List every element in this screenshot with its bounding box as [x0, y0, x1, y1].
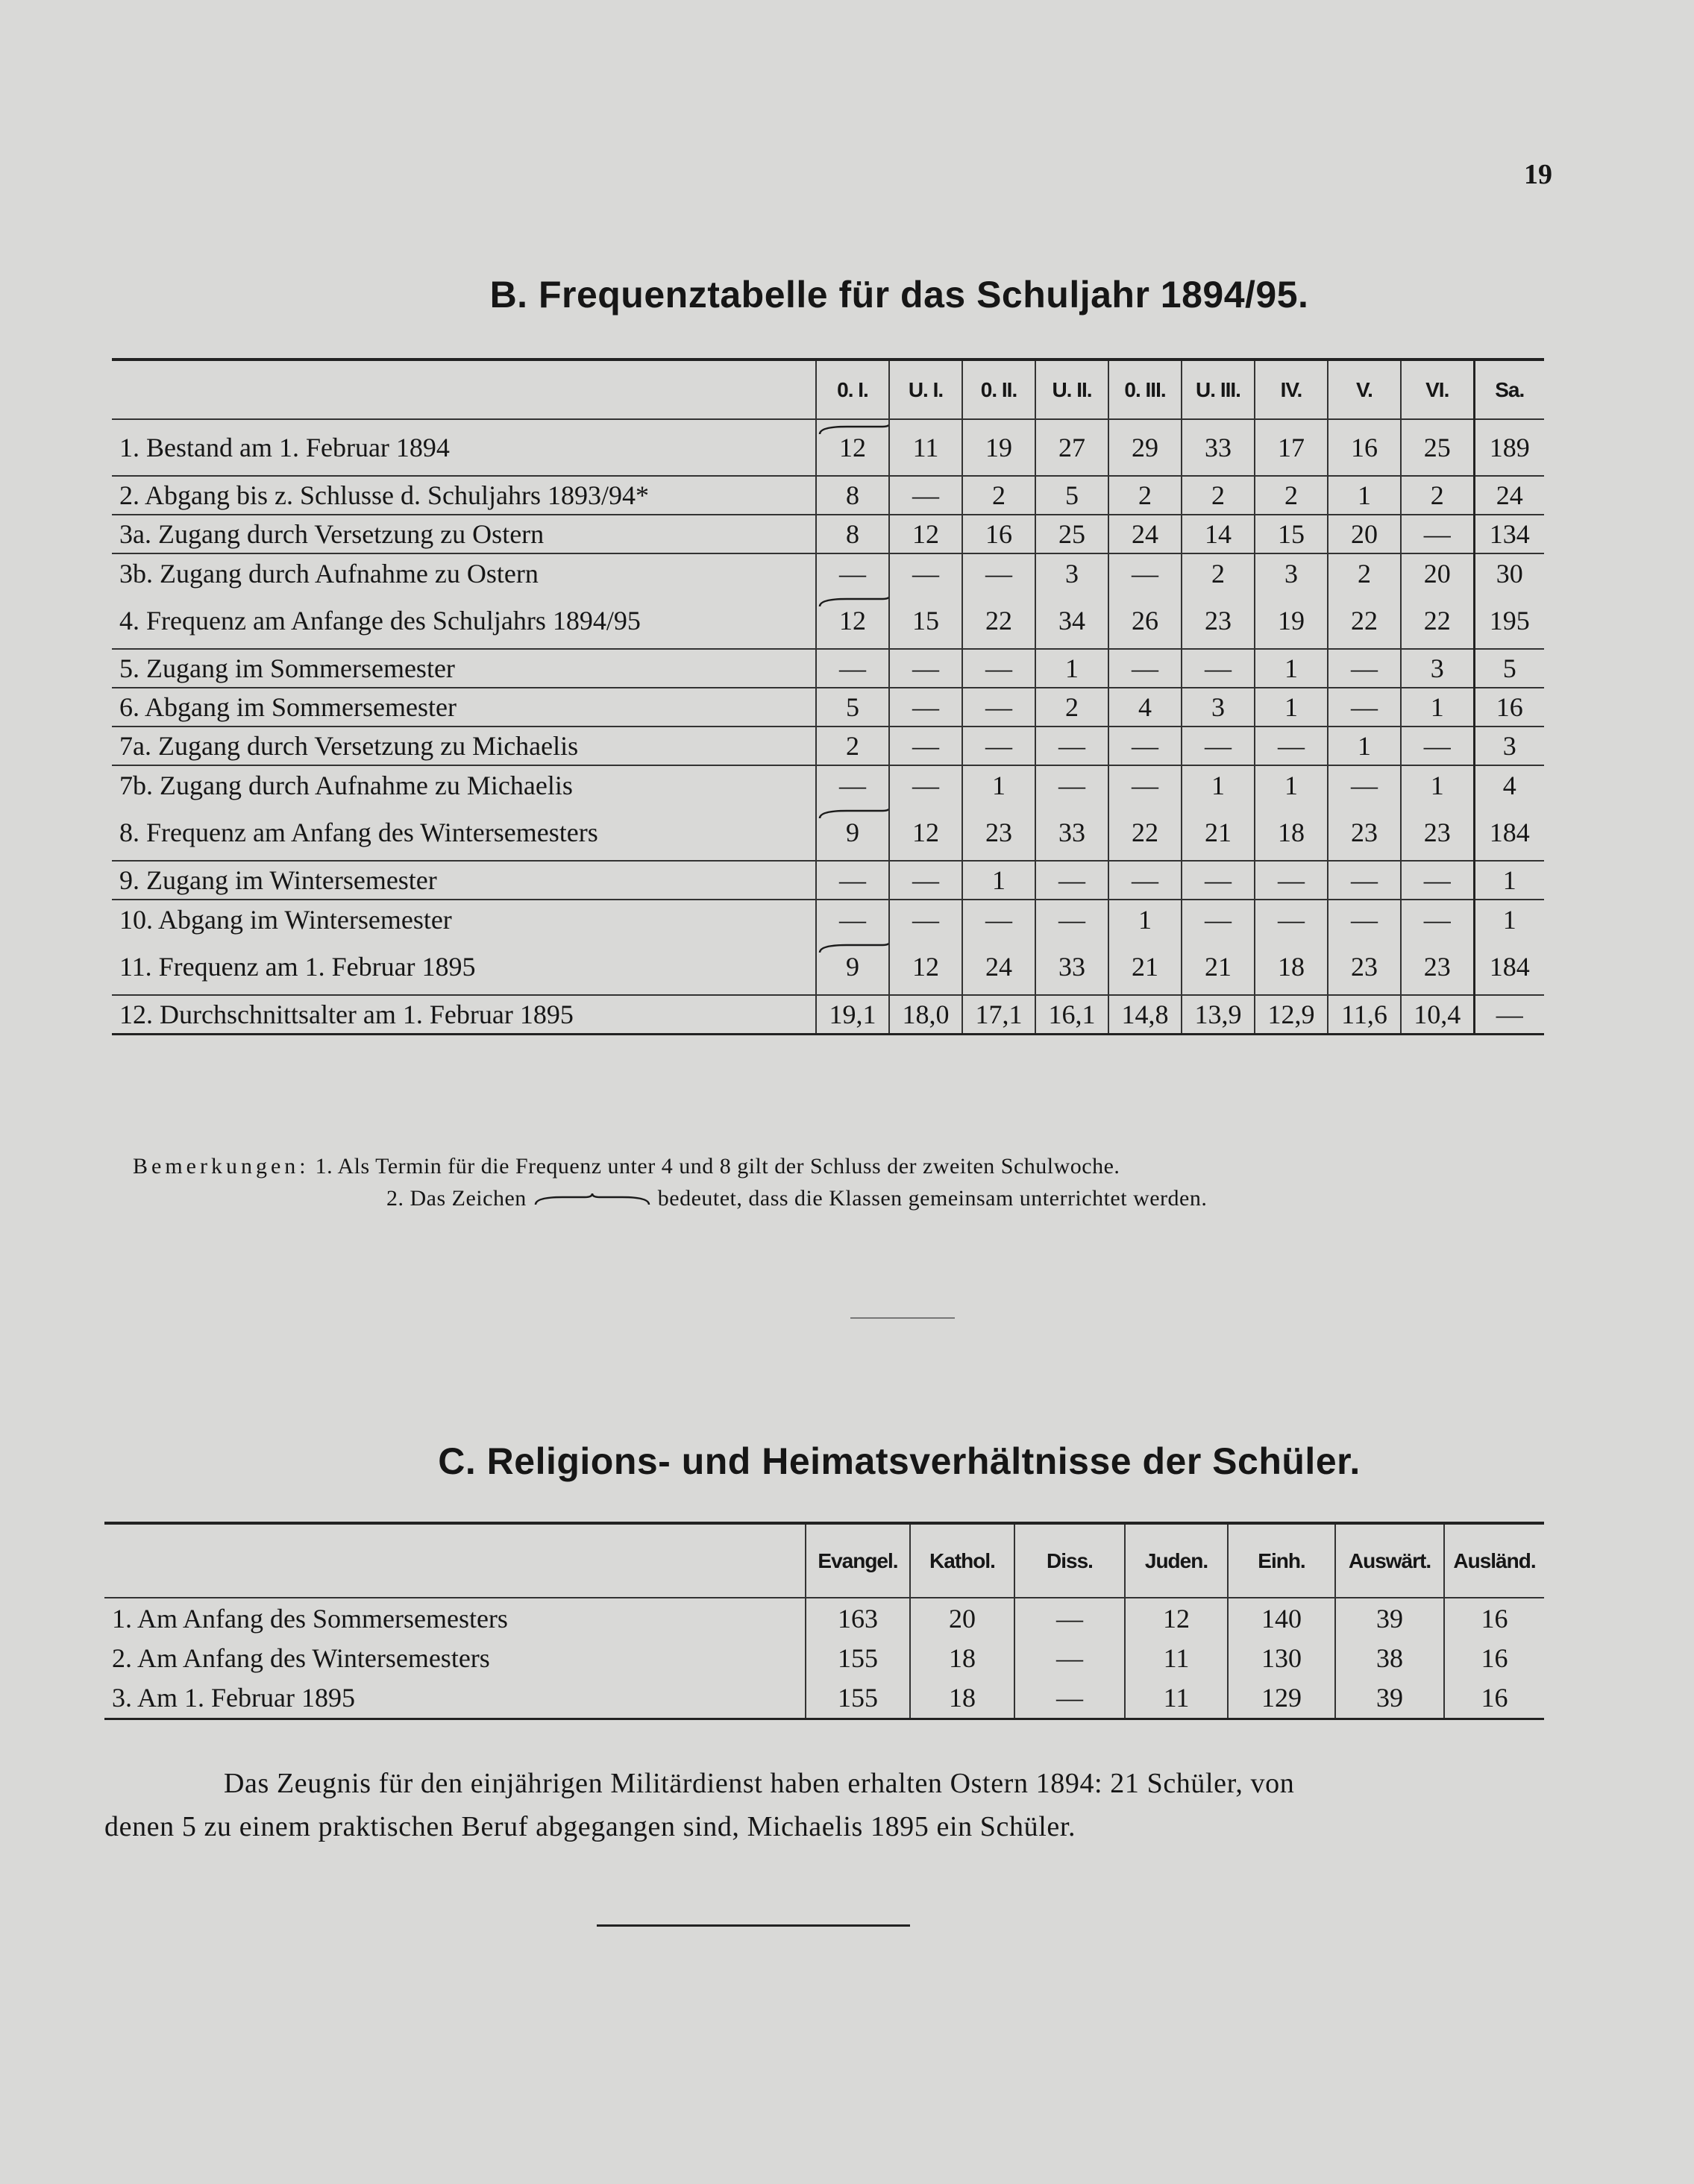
remarks-note-2-before: 2. Das Zeichen [386, 1186, 527, 1211]
table-cell: — [1328, 688, 1401, 727]
table-cell: 2 [1108, 476, 1182, 515]
table-cell: 12 [889, 938, 962, 995]
remarks-note-2-after: bedeutet, dass die Klassen gemeinsam unterrichtet werden. [657, 1186, 1208, 1211]
row-label: 3. Am 1. Februar 1895 [104, 1678, 806, 1719]
table-cell: 1 [1474, 900, 1544, 938]
brace-symbol-icon [533, 1193, 652, 1208]
table-cell: 1 [1255, 765, 1328, 804]
row-label: 2. Abgang bis z. Schlusse d. Schuljahrs 1893/94* [112, 476, 816, 515]
row-label: 5. Zugang im Sommersemester [112, 649, 816, 688]
table-cell: 15 [1255, 515, 1328, 553]
table-cell: 38 [1335, 1638, 1444, 1678]
row-label: 4. Frequenz am Anfange des Schuljahrs 1894/95 [112, 592, 816, 649]
section-b-title: B. Frequenztabelle für das Schuljahr 1894/95. [489, 274, 1309, 316]
table-row [112, 476, 1544, 515]
religion-table-body [104, 1598, 1544, 1719]
table-cell: 1 [1255, 649, 1328, 688]
row-label: 3b. Zugang durch Aufnahme zu Ostern [119, 558, 539, 589]
row-label: 7a. Zugang durch Versetzung zu Michaelis [112, 727, 816, 765]
table-cell: 184 [1474, 804, 1544, 861]
table-cell: — [1182, 649, 1255, 688]
column-header: Ausländ. [1444, 1523, 1544, 1598]
column-header: 0. III. [1108, 360, 1182, 419]
table-cell: — [1108, 649, 1182, 688]
column-header: Auswärt. [1335, 1523, 1444, 1598]
table-row [112, 592, 1544, 649]
table-cell: 134 [1474, 515, 1544, 553]
table-cell: — [1328, 861, 1401, 900]
table-cell: 22 [1401, 592, 1474, 649]
table-cell: 11 [1125, 1678, 1228, 1719]
column-header: V. [1328, 360, 1401, 419]
table-cell: 22 [1108, 804, 1182, 861]
table-cell: 17,1 [962, 995, 1035, 1034]
table-cell: 2 [1182, 476, 1255, 515]
table-cell: — [1182, 861, 1255, 900]
table-cell: — [1328, 900, 1401, 938]
table-cell: 8 [816, 515, 889, 553]
column-header: 0. I. [816, 360, 889, 419]
table-cell: 1 [1255, 688, 1328, 727]
row-label: 9. Zugang im Wintersemester [112, 861, 816, 900]
table-cell: 22 [962, 592, 1035, 649]
table-cell: 1 [962, 765, 1035, 804]
table-cell: — [816, 861, 889, 900]
row-label: 11. Frequenz am 1. Februar 1895 [112, 938, 816, 995]
table-cell: 3 [1035, 553, 1108, 592]
table-cell: 5 [1035, 476, 1108, 515]
table-cell: — [1035, 861, 1108, 900]
table-row [112, 804, 1544, 861]
table-row [104, 1598, 1544, 1638]
table-cell: 16 [1328, 419, 1401, 476]
table-cell: — [1014, 1638, 1125, 1678]
table-cell: 21 [1108, 938, 1182, 995]
table-cell: 5 [1474, 649, 1544, 688]
column-header: Juden. [1125, 1523, 1228, 1598]
end-rule [597, 1924, 910, 1927]
brace-icon [817, 941, 889, 954]
table-cell: 8 [816, 476, 889, 515]
brace-icon [817, 594, 889, 608]
table-cell: 4 [1474, 765, 1544, 804]
table-cell: — [1182, 900, 1255, 938]
table-cell: 25 [1035, 515, 1108, 553]
table-cell: 4 [1108, 688, 1182, 727]
frequency-table-body [112, 419, 1544, 1034]
table-cell: 2 [1035, 688, 1108, 727]
table-cell: 2 [962, 476, 1035, 515]
table-cell: 16 [1444, 1678, 1544, 1719]
table-cell: 19,1 [816, 995, 889, 1034]
table-cell: — [889, 688, 962, 727]
table-cell: 1 [962, 861, 1035, 900]
table-cell: — [1108, 553, 1182, 592]
table-cell: 25 [1401, 419, 1474, 476]
brace-icon [817, 422, 889, 436]
table-cell: 24 [1474, 476, 1544, 515]
table-row [104, 1678, 1544, 1719]
table-cell: 2 [1255, 476, 1328, 515]
table-cell: 184 [1474, 938, 1544, 995]
table-cell: — [889, 861, 962, 900]
remarks-note-1-text: 1. Als Termin für die Frequenz unter 4 und 8 gilt der Schluss der zweiten Schulwoche. [315, 1154, 1120, 1179]
table-cell: — [962, 553, 1035, 592]
table-cell: 33 [1035, 938, 1108, 995]
table-cell: 130 [1228, 1638, 1335, 1678]
table-cell: — [1474, 995, 1544, 1034]
table-cell: 9 [816, 804, 889, 861]
header-blank [104, 1523, 806, 1598]
table-cell: 23 [1182, 592, 1255, 649]
column-header: Kathol. [910, 1523, 1014, 1598]
table-cell: 18 [1255, 938, 1328, 995]
table-cell: — [1014, 1678, 1125, 1719]
table-cell: 2 [816, 727, 889, 765]
table-cell: 12 [889, 515, 962, 553]
table-cell: — [889, 900, 962, 938]
row-label: 10. Abgang im Wintersemester [119, 904, 452, 935]
column-header: 0. II. [962, 360, 1035, 419]
table-cell: 2 [1328, 553, 1401, 592]
table-cell: 12 [816, 419, 889, 476]
column-header: Diss. [1014, 1523, 1125, 1598]
table-row [112, 861, 1544, 900]
table-cell: — [962, 900, 1035, 938]
table-cell: — [1401, 727, 1474, 765]
table-cell: — [1255, 727, 1328, 765]
table-row [104, 1638, 1544, 1678]
column-header: Evangel. [806, 1523, 910, 1598]
table-cell: 21 [1182, 938, 1255, 995]
brace-icon [817, 806, 889, 820]
table-cell: 10,4 [1401, 995, 1474, 1034]
table-cell: — [1401, 900, 1474, 938]
table-cell: 12 [816, 592, 889, 649]
column-header: U. III. [1182, 360, 1255, 419]
table-cell: — [1401, 515, 1474, 553]
table-cell: — [1035, 765, 1108, 804]
table-cell: — [1328, 765, 1401, 804]
table-row [112, 553, 1544, 592]
table-cell: — [889, 649, 962, 688]
table-cell: 1 [1401, 765, 1474, 804]
table-cell: 3 [1255, 553, 1328, 592]
table-cell: — [962, 649, 1035, 688]
table-cell: 5 [816, 688, 889, 727]
table-cell: 17 [1255, 419, 1328, 476]
table-cell: — [1328, 649, 1401, 688]
divider [850, 1317, 955, 1319]
table-cell: 16 [1444, 1598, 1544, 1638]
remarks-heading: Bemerkungen: [133, 1154, 310, 1179]
row-label: 6. Abgang im Sommersemester [112, 688, 816, 727]
table-cell: 23 [962, 804, 1035, 861]
table-cell: 22 [1328, 592, 1401, 649]
table-cell: 18 [1255, 804, 1328, 861]
table-cell: — [1401, 861, 1474, 900]
table-cell: 20 [1401, 553, 1474, 592]
column-header: VI. [1401, 360, 1474, 419]
table-cell: — [889, 476, 962, 515]
table-cell: 14 [1182, 515, 1255, 553]
table-cell: 20 [1328, 515, 1401, 553]
table-cell: 11 [1125, 1638, 1228, 1678]
table-cell: 12,9 [1255, 995, 1328, 1034]
table-cell: 195 [1474, 592, 1544, 649]
table-cell: 19 [962, 419, 1035, 476]
table-cell: 1 [1108, 900, 1182, 938]
table-cell: 15 [889, 592, 962, 649]
table-cell: — [1014, 1598, 1125, 1638]
table-cell: 1 [1328, 727, 1401, 765]
table-cell: 9 [816, 938, 889, 995]
table-cell: 20 [910, 1598, 1014, 1638]
table-cell: 23 [1401, 804, 1474, 861]
table-cell: 11 [889, 419, 962, 476]
column-header: U. II. [1035, 360, 1108, 419]
table-cell: — [962, 688, 1035, 727]
closing-line-2: denen 5 zu einem praktischen Beruf abgegangen sind, Michaelis 1895 ein Schüler. [104, 1811, 1076, 1842]
table-cell: — [1035, 900, 1108, 938]
table-cell: — [1255, 900, 1328, 938]
table-cell: 39 [1335, 1678, 1444, 1719]
table-cell: 33 [1035, 804, 1108, 861]
table-cell: 11,6 [1328, 995, 1401, 1034]
page-number: 19 [1524, 159, 1552, 190]
table-cell: 34 [1035, 592, 1108, 649]
table-row [112, 995, 1544, 1034]
closing-line-1: Das Zeugnis für den einjährigen Militärdienst haben erhalten Ostern 1894: 21 Schüler, von [224, 1768, 1295, 1799]
table-cell: 16 [1444, 1638, 1544, 1678]
table-header-row [112, 360, 1544, 419]
table-cell: 18 [910, 1638, 1014, 1678]
table-cell: 24 [962, 938, 1035, 995]
table-cell: 140 [1228, 1598, 1335, 1638]
column-header: Einh. [1228, 1523, 1335, 1598]
religion-table [104, 1522, 1544, 1720]
table-cell: 1 [1328, 476, 1401, 515]
table-cell: 16 [962, 515, 1035, 553]
table-row [112, 688, 1544, 727]
table-row [112, 515, 1544, 553]
table-cell: — [816, 900, 889, 938]
table-cell: — [1108, 861, 1182, 900]
column-header: IV. [1255, 360, 1328, 419]
table-cell: 16,1 [1035, 995, 1108, 1034]
table-cell: — [1108, 765, 1182, 804]
table-cell: 2 [1182, 553, 1255, 592]
table-cell: 19 [1255, 592, 1328, 649]
table-cell: 13,9 [1182, 995, 1255, 1034]
table-row [112, 900, 1544, 938]
column-header: U. I. [889, 360, 962, 419]
table-cell: 3 [1182, 688, 1255, 727]
table-cell: 24 [1108, 515, 1182, 553]
table-cell: 23 [1328, 938, 1401, 995]
row-label: 1. Am Anfang des Sommersemesters [112, 1603, 508, 1634]
table-row [112, 765, 1544, 804]
table-cell: — [816, 649, 889, 688]
table-cell: — [1108, 727, 1182, 765]
table-cell: — [1182, 727, 1255, 765]
table-cell: 1 [1035, 649, 1108, 688]
table-cell: 12 [1125, 1598, 1228, 1638]
table-cell: 155 [806, 1638, 910, 1678]
table-cell: 27 [1035, 419, 1108, 476]
frequency-table [112, 358, 1544, 1035]
table-header-row [104, 1523, 1544, 1598]
table-cell: 12 [889, 804, 962, 861]
remarks-note-2 [386, 1186, 1207, 1211]
table-cell: 1 [1182, 765, 1255, 804]
table-cell: 163 [806, 1598, 910, 1638]
table-cell: 1 [1401, 688, 1474, 727]
table-cell: 14,8 [1108, 995, 1182, 1034]
row-label: 7b. Zugang durch Aufnahme zu Michaelis [119, 770, 573, 800]
header-blank [112, 360, 816, 419]
row-label: 12. Durchschnittsalter am 1. Februar 1895 [112, 995, 816, 1034]
table-cell: 21 [1182, 804, 1255, 861]
table-cell: — [1035, 727, 1108, 765]
closing-paragraph [104, 1762, 1552, 1848]
table-cell: 18,0 [889, 995, 962, 1034]
remarks-note-1 [133, 1154, 1120, 1179]
row-label: 2. Am Anfang des Wintersemesters [112, 1643, 490, 1673]
table-cell: — [889, 553, 962, 592]
table-cell: 26 [1108, 592, 1182, 649]
table-cell: 189 [1474, 419, 1544, 476]
table-cell: 16 [1474, 688, 1544, 727]
table-cell: 3 [1474, 727, 1544, 765]
table-row [112, 649, 1544, 688]
table-cell: 1 [1474, 861, 1544, 900]
table-cell: 2 [1401, 476, 1474, 515]
table-row [112, 727, 1544, 765]
table-row [112, 419, 1544, 476]
table-cell: 30 [1474, 553, 1544, 592]
table-cell: 129 [1228, 1678, 1335, 1719]
table-cell: — [889, 765, 962, 804]
row-label: 8. Frequenz am Anfang des Wintersemesters [112, 804, 816, 861]
column-header: Sa. [1474, 360, 1544, 419]
table-cell: 29 [1108, 419, 1182, 476]
table-cell: 39 [1335, 1598, 1444, 1638]
row-label: 1. Bestand am 1. Februar 1894 [112, 419, 816, 476]
row-label: 3a. Zugang durch Versetzung zu Ostern [112, 515, 816, 553]
table-cell: — [889, 727, 962, 765]
table-cell: 23 [1401, 938, 1474, 995]
table-cell: — [816, 765, 889, 804]
table-cell: — [962, 727, 1035, 765]
table-cell: 155 [806, 1678, 910, 1719]
section-c-title: C. Religions- und Heimatsverhältnisse der Schüler. [438, 1440, 1361, 1482]
table-cell: — [816, 553, 889, 592]
table-cell: 33 [1182, 419, 1255, 476]
table-cell: 18 [910, 1678, 1014, 1719]
table-row [112, 938, 1544, 995]
table-cell: 3 [1401, 649, 1474, 688]
table-cell: — [1255, 861, 1328, 900]
table-cell: 23 [1328, 804, 1401, 861]
